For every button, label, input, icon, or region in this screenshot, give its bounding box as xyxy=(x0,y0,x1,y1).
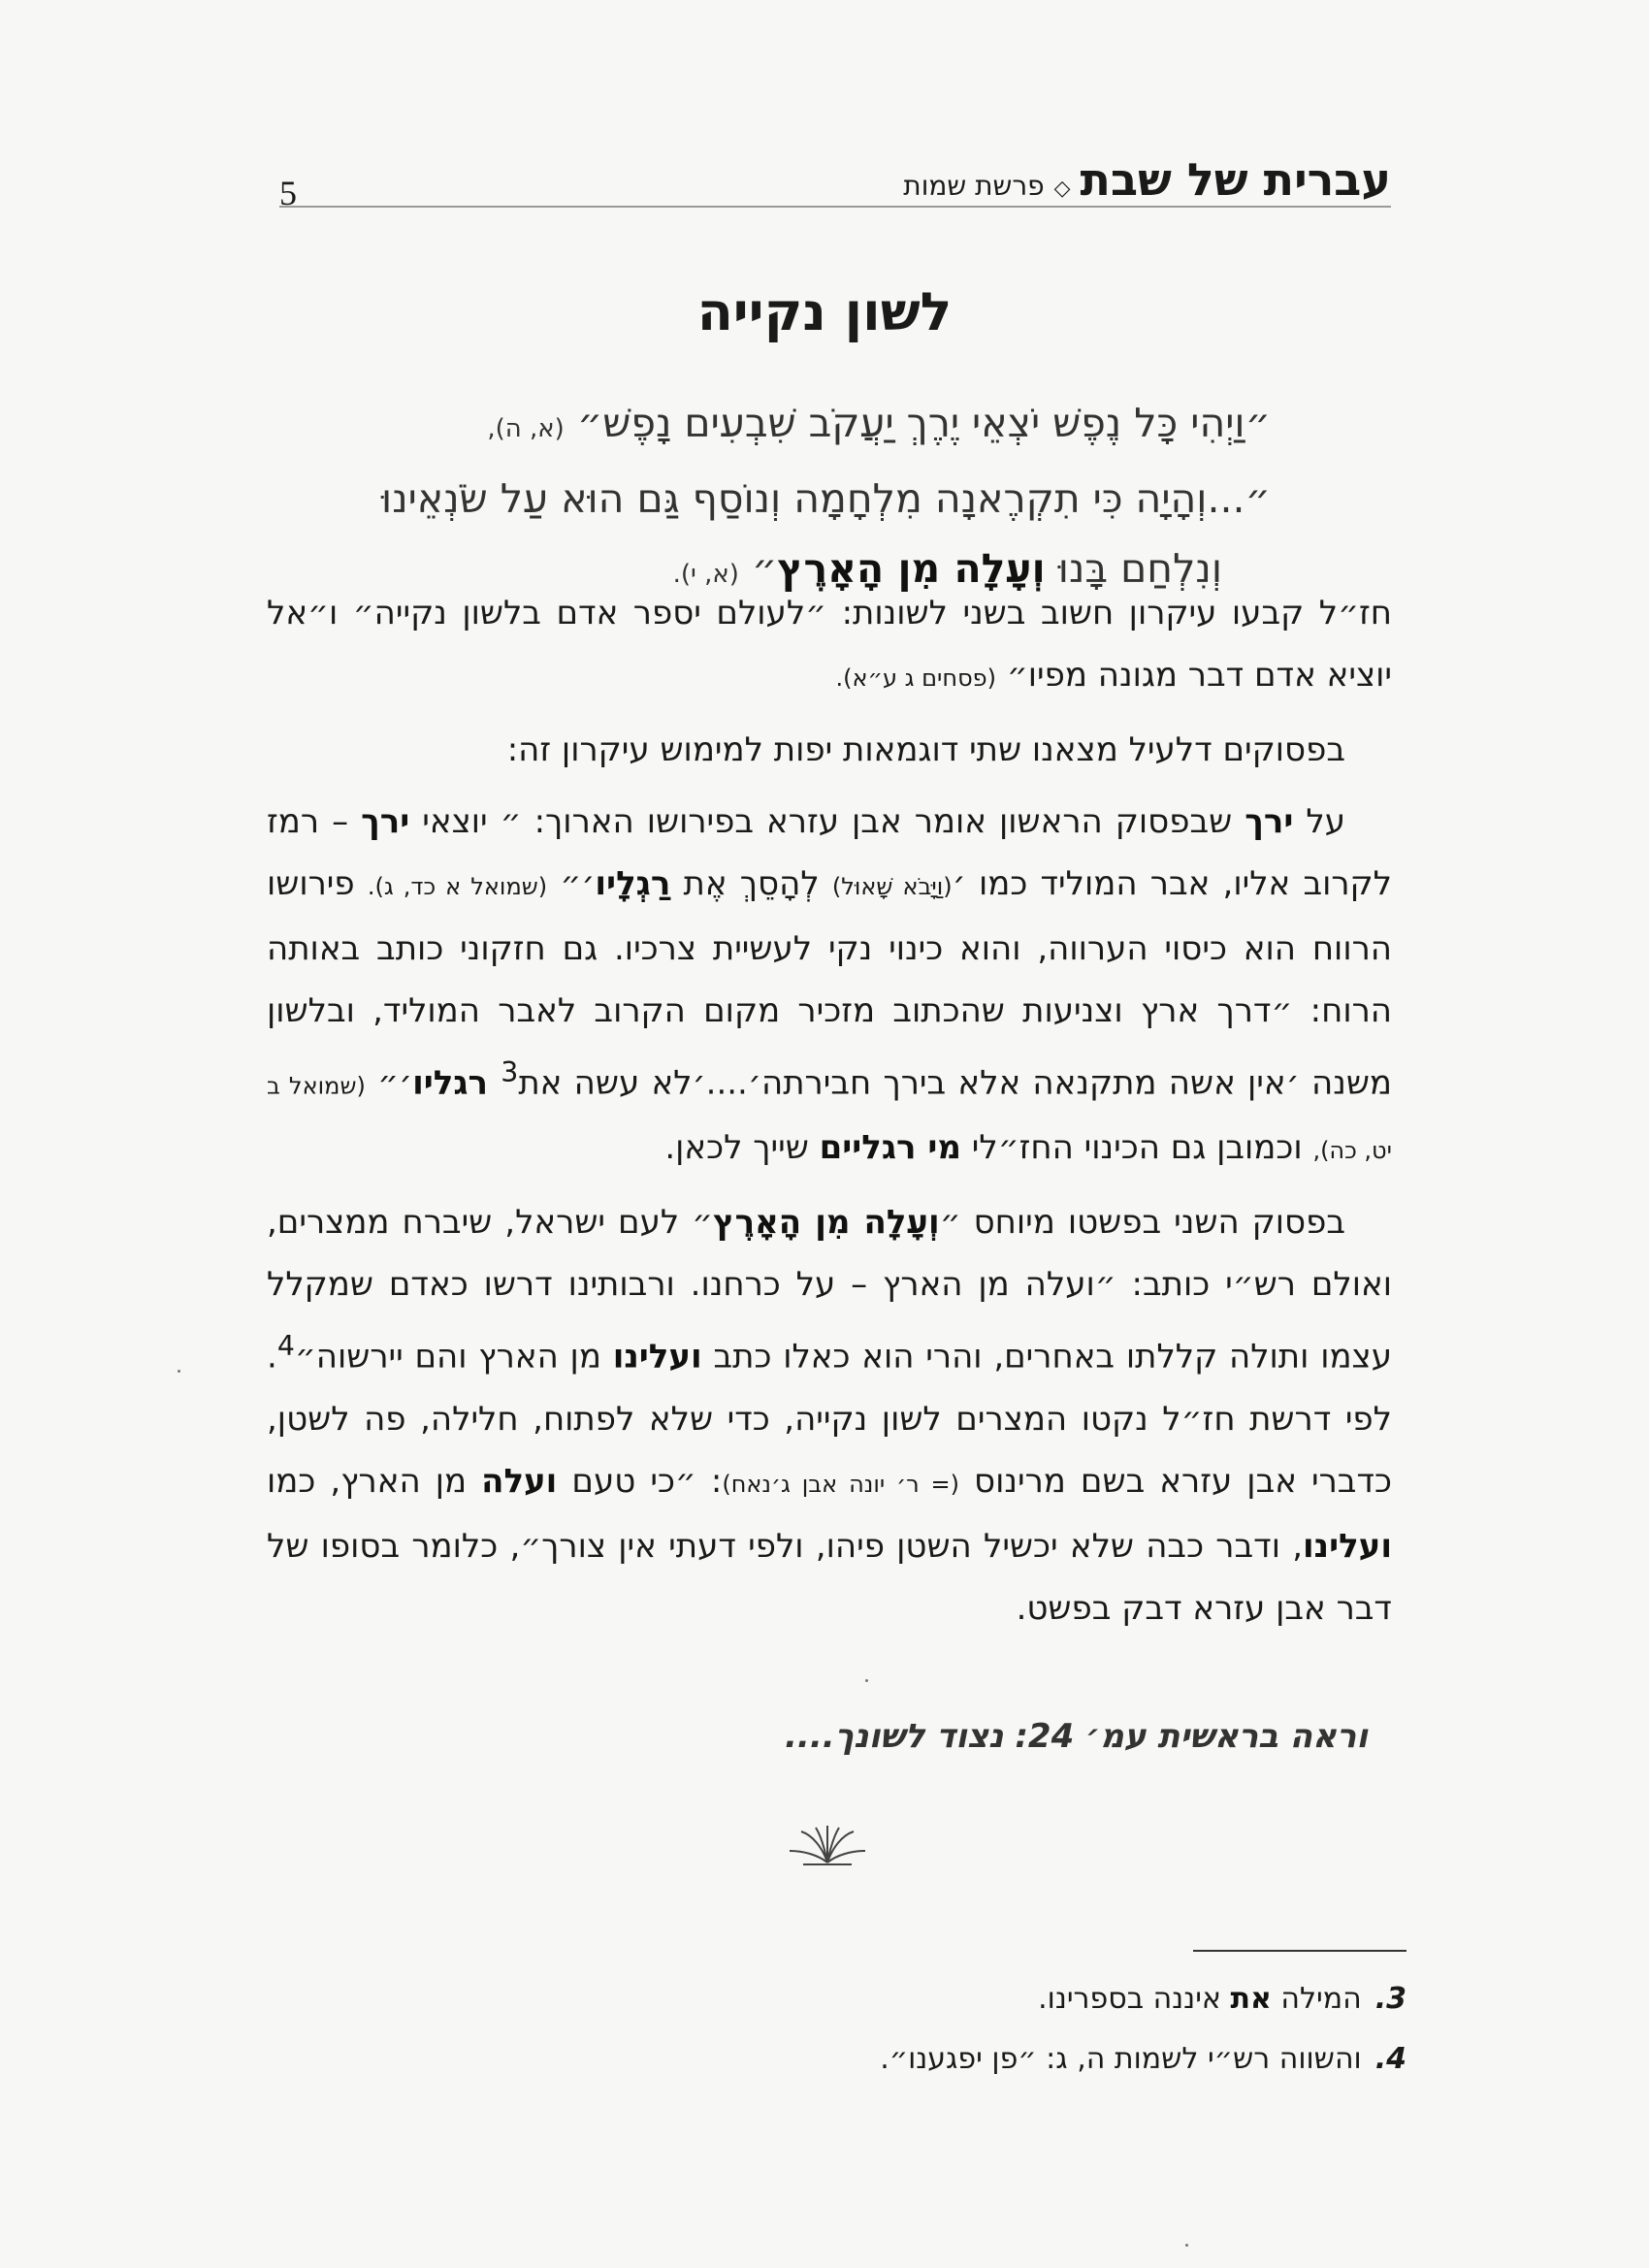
source-reference: (שמואל א כד, ג). xyxy=(367,873,548,900)
source-reference: (פסחים ג ע״א). xyxy=(835,664,997,692)
text-run: על xyxy=(1293,802,1346,841)
body-text xyxy=(267,582,1392,1649)
verse-line-1 xyxy=(242,388,1271,464)
page-number: 5 xyxy=(279,174,297,212)
footnote-number: 4. xyxy=(1374,2042,1406,2076)
footnotes xyxy=(880,1969,1406,2090)
text-run: מן הארץ, כמו xyxy=(267,1461,482,1501)
paragraph-4 xyxy=(267,1191,1392,1638)
emphasis: ירך xyxy=(1245,802,1294,841)
verse-text: ״ xyxy=(751,545,778,592)
emphasis: וְעָלָה מִן הָאָרֶץ xyxy=(713,1203,940,1243)
emphasis: רַגְלָיו xyxy=(595,864,671,903)
scan-speck xyxy=(178,1370,180,1373)
text-run: ׳״ xyxy=(365,1063,413,1103)
book-title: עברית של שבת xyxy=(1080,153,1391,206)
verse-reference: (א, ה), xyxy=(487,414,565,443)
footnote-4 xyxy=(880,2029,1406,2090)
text-run: ״ לעם ישראל, שיברח ממצרים, ואולם רש״י כותב: ״ועלה מן הארץ – על כרחנו. ורבותינו דרשו כאדם שמקלל עצמו ותולה קללתו באחרים, והרי הוא כאלו כתב xyxy=(267,1203,1393,1377)
footnote-3 xyxy=(880,1969,1406,2029)
text-run: , ודבר כבה שלא יכשיל השטן פיהו, ולפי דעתי אין צורך״, כלומר בסופו של דבר אבן עזרא דבק בפשט. xyxy=(267,1526,1392,1628)
footnote-text: המילה xyxy=(1271,1982,1362,2016)
inline-note: (וַיָּבֹא שָׁאוּל) xyxy=(831,873,953,900)
footnote-marker: 3 xyxy=(501,1056,519,1088)
running-header xyxy=(279,146,1391,212)
text-run: וכמובן גם הכינוי החז״לי xyxy=(960,1128,1313,1168)
emphasis: ועלינו xyxy=(612,1337,702,1377)
paragraph-2: בפסוקים דלעיל מצאנו שתי דוגמאות יפות למימוש עיקרון זה: xyxy=(506,730,1345,769)
verse-emphasis: וְעָלָה מִן הָאָרֶץ xyxy=(777,545,1046,592)
text-run: מן הארץ והם יירשוה״ xyxy=(294,1337,613,1377)
verse-text: ״...וְהָיָה כִּי תִקְרֶאנָה מִלְחָמָה וְנוֹסַף גַּם הוּא עַל שֹׂנְאֵינוּ xyxy=(381,475,1271,522)
verse-reference: (א, י). xyxy=(672,560,739,589)
text-run: שייך לכאן. xyxy=(664,1128,820,1168)
verse-quote xyxy=(242,388,1271,609)
running-head xyxy=(903,153,1391,206)
text-run: בפסוק השני בפשטו מיוחס ״ xyxy=(939,1203,1345,1243)
emphasis: מי רגליים xyxy=(819,1128,961,1168)
text-run: : ״כי טעם xyxy=(557,1461,723,1501)
scan-speck xyxy=(865,1679,868,1682)
footnote-emphasis: את xyxy=(1230,1982,1272,2016)
source-reference: (שמואל ב יט, כה), xyxy=(267,1072,1392,1165)
text-run: – רמז לקרוב אליו, אבר המוליד כמו ׳ xyxy=(267,802,1393,903)
footnote-divider xyxy=(1193,1950,1406,1952)
paragraph-1 xyxy=(267,582,1392,709)
verse-text: וְנִלְחַם בָּנוּ xyxy=(1045,545,1222,592)
text-run: חז״ל קבעו עיקרון חשוב בשני לשונות: ״לעולם יספר אדם בלשון נקייה״ ו״אל יוציא אדם דבר מגונה מפיו״ xyxy=(267,594,1392,695)
emphasis: רגליו xyxy=(412,1063,501,1103)
emphasis: ירך xyxy=(361,802,410,841)
diamond-separator-icon: ◇ xyxy=(1053,177,1071,201)
footnote-marker: 4 xyxy=(276,1330,295,1363)
verse-line-2 xyxy=(242,464,1271,534)
paragraph-3 xyxy=(267,791,1392,1182)
emphasis: ועלה xyxy=(481,1461,558,1501)
section-name: פרשת שמות xyxy=(903,170,1045,202)
emphasis: ועלינו xyxy=(1303,1526,1392,1566)
text-run: ׳״ xyxy=(547,864,596,903)
text-run: לְהָסֵךְ אֶת xyxy=(670,864,832,903)
page-title: לשון נקייה xyxy=(696,281,953,342)
text-run: שבפסוק הראשון אומר אבן עזרא בפירושו הארוך: ״ יוצאי xyxy=(409,802,1245,841)
ornament-icon xyxy=(784,1824,871,1868)
inline-note: (= ר׳ יונה אבן ג׳נאח) xyxy=(722,1470,960,1498)
verse-text: ״וַיְהִי כָּל נֶפֶשׁ יֹצְאֵי יֶרֶךְ יַעֲקֹב שִׁבְעִים נָפֶשׁ״ xyxy=(576,400,1271,446)
see-also-note: וראה בראשית עמ׳ 24: נצוד לשונך.... xyxy=(784,1717,1368,1756)
footnote-text: איננה בספרינו. xyxy=(1038,1982,1231,2016)
footnote-text: והשווה רש״י לשמות ה, ג: ״פן יפגענו״. xyxy=(880,2042,1362,2076)
footnote-number: 3. xyxy=(1374,1982,1406,2016)
text-run: פירושו הרווח הוא כיסוי הערווה, והוא כינוי נקי לעשיית צרכיו. גם חזקוני כותב באותה הרוח: ״דרך ארץ וצניעות שהכתוב מזכיר מקום הקרוב לאבר המוליד, ובלשון משנה ׳אין אשה מתקנאה אלא בירך חבירתה׳....׳לא עשה את xyxy=(267,864,1392,1103)
scan-speck xyxy=(1185,2244,1188,2247)
text-run: . לפי דרשת חז״ל נקטו המצרים לשון נקייה, כדי שלא לפתוח, חלילה, פה לשטן, כדברי אבן עזרא בשם מרינוס xyxy=(267,1337,1392,1501)
